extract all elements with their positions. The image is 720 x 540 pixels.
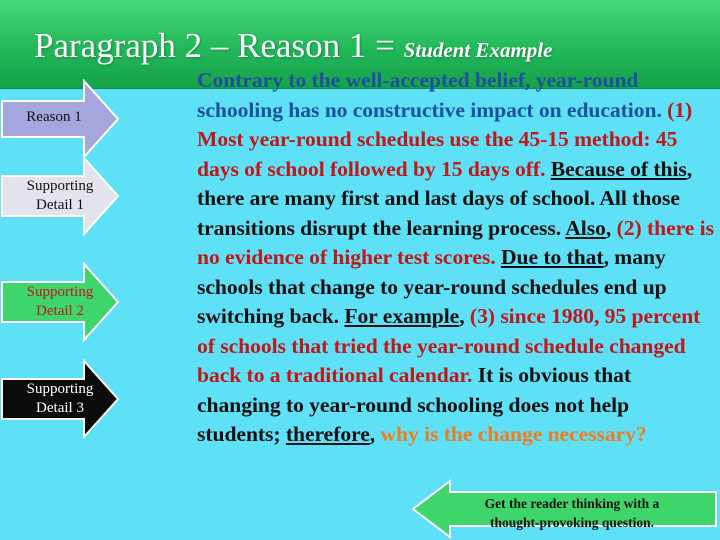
paragraph-text xyxy=(121,66,717,450)
detail3-label-line1: Supporting xyxy=(26,381,94,397)
transition-5: therefore xyxy=(285,422,370,446)
thought-provoking-question: why is the change necessary? xyxy=(380,422,647,446)
comma-4: , xyxy=(459,304,465,328)
slide-title-main: Paragraph 2 – Reason 1 = xyxy=(34,26,404,65)
detail2-label-line2: Detail 2 xyxy=(36,303,84,319)
transition-4: For example xyxy=(344,304,460,328)
paragraph-body xyxy=(121,66,717,450)
detail3-label xyxy=(2,380,118,418)
transition-3: Due to that xyxy=(500,245,604,269)
detail1-label-line2: Detail 1 xyxy=(36,197,84,213)
detail2-label xyxy=(2,283,118,321)
comma-2: , xyxy=(605,215,612,240)
detail1-label xyxy=(2,177,118,215)
transition-2: Also xyxy=(565,215,606,240)
elaboration-2: , many schools that change to year-round schedules end up switching back. xyxy=(197,245,667,328)
detail1-number: (1) xyxy=(667,97,693,122)
callout-line1: Get the reader thinking with a xyxy=(484,496,660,511)
elaboration-1: , there are many first and last days of school. All those transitions disrupt the learning process. xyxy=(197,156,693,240)
detail3-number: (3) xyxy=(469,304,495,328)
slide-title xyxy=(34,26,552,66)
detail3-text: since 1980, 95 percent of schools that tried the year-round schedule changed back to a traditional calendar. xyxy=(197,304,701,387)
transition-1: Because of this xyxy=(550,156,687,181)
detail2-text: there is no evidence of higher test scores. xyxy=(197,215,714,269)
detail3-label-line2: Detail 3 xyxy=(36,400,84,416)
reason1-label xyxy=(2,108,106,127)
detail2-label-line1: Supporting xyxy=(26,284,94,300)
slide-title-sub: Student Example xyxy=(403,38,553,62)
callout-line2: thought-provoking question. xyxy=(489,515,655,530)
detail1-text: Most year-round schedules use the 45-15 method: 45 days of school followed by 15 days off. xyxy=(197,127,678,181)
comma-5: , xyxy=(369,422,376,446)
detail2-number: (2) xyxy=(616,215,642,240)
detail1-label-line1: Supporting xyxy=(26,178,94,194)
topic-sentence: Contrary to the well-accepted belief, year-round schooling has no constructive impact on education. xyxy=(197,68,662,122)
callout-text xyxy=(456,494,688,532)
concluding-text: It is obvious that changing to year-round schooling does not help students; xyxy=(197,363,632,446)
reason1-label-text: Reason 1 xyxy=(26,109,82,125)
